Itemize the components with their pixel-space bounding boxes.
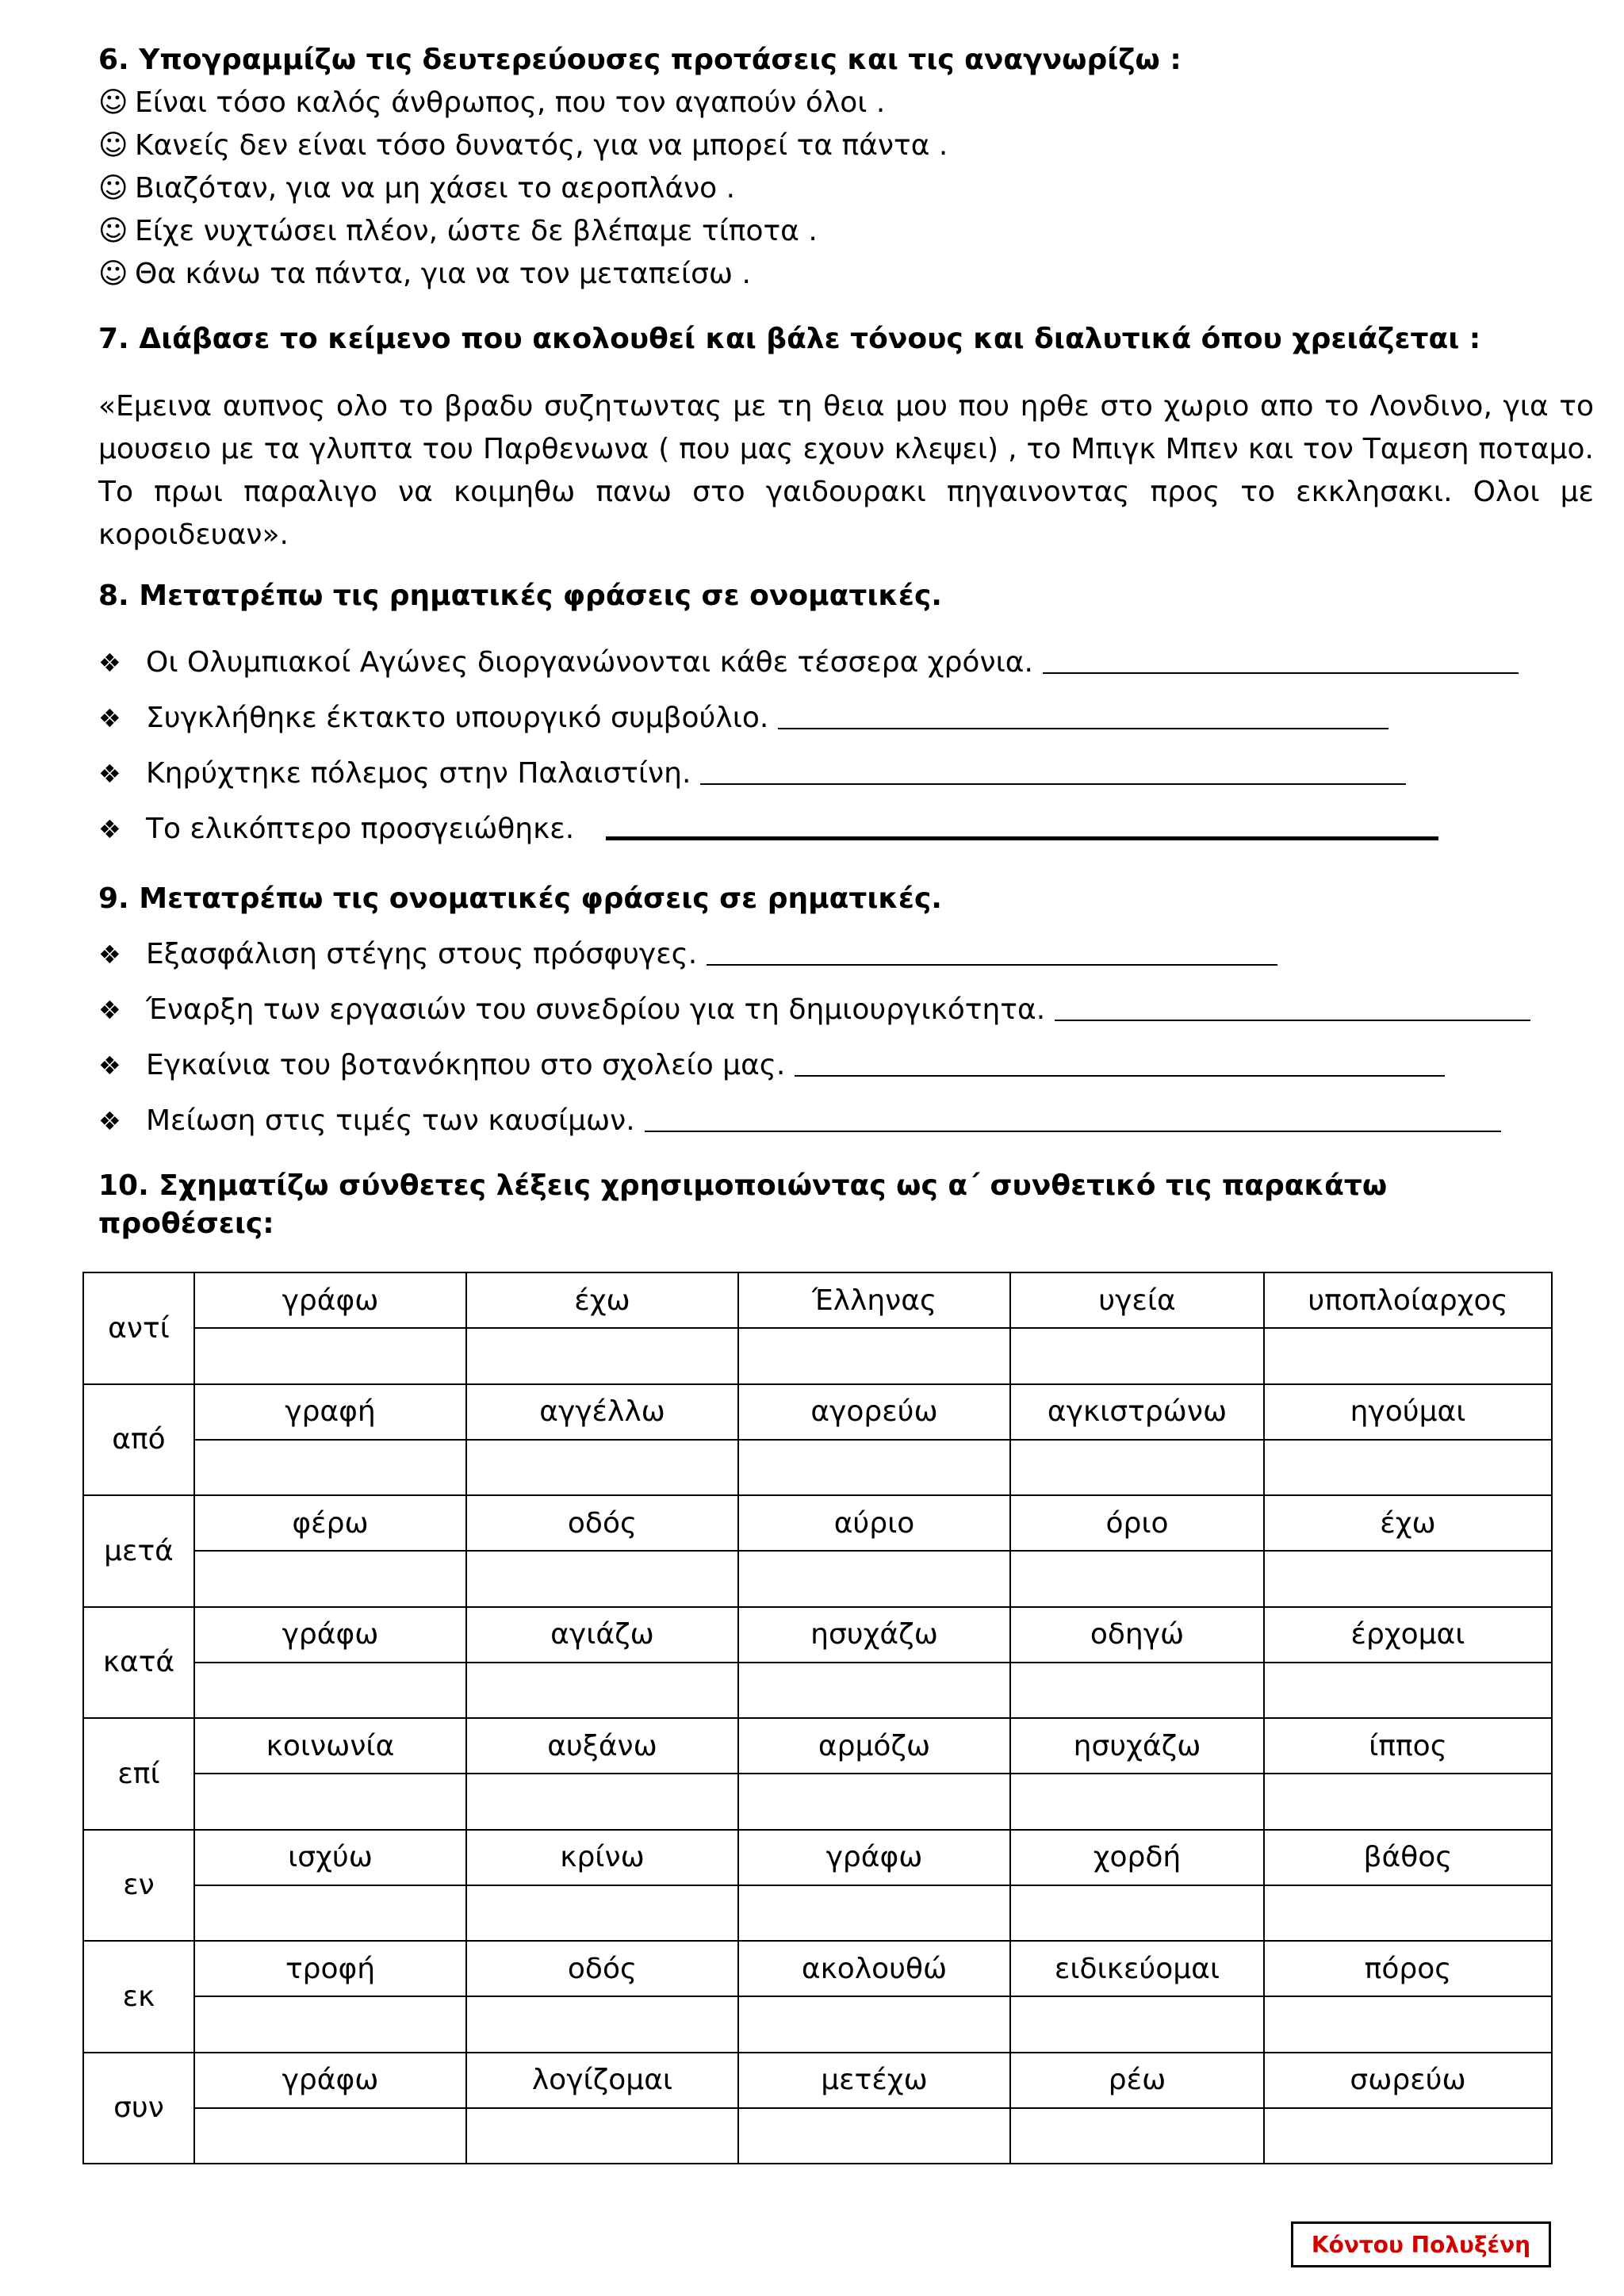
word-cell: ειδικεύομαι	[1010, 1941, 1264, 1996]
smiley-icon: ☺	[98, 215, 128, 247]
answer-cell[interactable]	[1264, 1328, 1552, 1383]
answer-cell[interactable]	[738, 1328, 1010, 1383]
answer-cell[interactable]	[1010, 1328, 1264, 1383]
word-cell: γραφή	[194, 1384, 466, 1440]
compound-words-table	[82, 1272, 1553, 2164]
answer-cell[interactable]	[1010, 1551, 1264, 1606]
answer-line[interactable]	[645, 1131, 1501, 1132]
word-cell: ηγούμαι	[1264, 1384, 1552, 1440]
answer-cell[interactable]	[466, 1774, 738, 1829]
answer-cell[interactable]	[1010, 1663, 1264, 1718]
exercise-9-item-text: Έναρξη των εργασιών του συνεδρίου για τη δημιουργικότητα.	[146, 993, 1046, 1026]
answer-line[interactable]	[1043, 672, 1519, 674]
answer-cell[interactable]	[194, 1774, 466, 1829]
answer-line[interactable]	[778, 728, 1388, 729]
answer-cell[interactable]	[194, 1885, 466, 1941]
answer-row	[83, 1663, 1552, 1718]
answer-cell[interactable]	[1010, 1996, 1264, 2052]
exercise-8-item	[98, 810, 1438, 848]
answer-cell[interactable]	[194, 1996, 466, 2052]
prefix-cell: συν	[83, 2053, 194, 2164]
answer-cell[interactable]	[466, 2108, 738, 2164]
exercise-8-item-text: Κηρύχτηκε πόλεμος στην Παλαιστίνη.	[146, 757, 691, 790]
word-cell: αύριο	[738, 1495, 1010, 1551]
exercise-6-title: 6. Υπογραμμίζω τις δευτερεύουσες προτάσεις και τις αναγνωρίζω :	[98, 44, 1182, 76]
answer-row	[83, 1774, 1552, 1829]
diamond-bullet-icon: ❖	[98, 759, 121, 789]
exercise-9-item	[98, 1102, 1501, 1140]
word-cell: ίππος	[1264, 1718, 1552, 1774]
prefix-cell: αντί	[83, 1272, 194, 1384]
word-cell: φέρω	[194, 1495, 466, 1551]
diamond-bullet-icon: ❖	[98, 648, 121, 678]
answer-line[interactable]	[606, 836, 1438, 840]
answer-cell[interactable]	[466, 1663, 738, 1718]
exercise-6-item	[98, 212, 818, 251]
word-cell: γράφω	[194, 1607, 466, 1663]
diamond-bullet-icon: ❖	[98, 995, 121, 1025]
table-row	[83, 1607, 1552, 1663]
smiley-icon: ☺	[98, 258, 128, 290]
answer-cell[interactable]	[1264, 1663, 1552, 1718]
word-cell: ρέω	[1010, 2053, 1264, 2108]
word-cell: χορδή	[1010, 1830, 1264, 1885]
answer-row	[83, 2108, 1552, 2164]
exercise-9-item-text: Εγκαίνια του βοτανόκηπου στο σχολείο μας.	[146, 1049, 786, 1081]
answer-cell[interactable]	[466, 1551, 738, 1606]
answer-cell[interactable]	[1010, 2108, 1264, 2164]
word-cell: αγορεύω	[738, 1384, 1010, 1440]
word-cell: ησυχάζω	[1010, 1718, 1264, 1774]
answer-cell[interactable]	[1010, 1774, 1264, 1829]
diamond-bullet-icon: ❖	[98, 1050, 121, 1081]
word-cell: υποπλοίαρχος	[1264, 1272, 1552, 1328]
word-cell: ησυχάζω	[738, 1607, 1010, 1663]
word-cell: λογίζομαι	[466, 2053, 738, 2108]
answer-cell[interactable]	[1010, 1440, 1264, 1495]
word-cell: πόρος	[1264, 1941, 1552, 1996]
word-cell: κρίνω	[466, 1830, 738, 1885]
answer-cell[interactable]	[194, 1663, 466, 1718]
exercise-9-item	[98, 1047, 1445, 1085]
answer-cell[interactable]	[1010, 1885, 1264, 1941]
answer-cell[interactable]	[194, 2108, 466, 2164]
word-cell: αγιάζω	[466, 1607, 738, 1663]
exercise-7-title: 7. Διάβασε το κείμενο που ακολουθεί και βάλε τόνους και διαλυτικά όπου χρειάζεται :	[98, 323, 1481, 355]
answer-cell[interactable]	[466, 1885, 738, 1941]
prefix-cell: μετά	[83, 1495, 194, 1607]
exercise-8-item	[98, 644, 1519, 682]
word-cell: αγγέλλω	[466, 1384, 738, 1440]
exercise-10-title-line-2: προθέσεις:	[98, 1207, 274, 1240]
exercise-7-text: «Εμεινα αυπνος ολο το βραδυ συζητωντας με τη θεια μου που ηρθε στο χωριο απο το Λονδινο, για το μουσειο με τα γλυπτα του Παρθενωνα ( που μας εχουν κλεψει) , το Μπιγκ Μπεν και τον Ταμεση ποταμο. Το πρωι παραλιγο να κοιμηθω πανω στο γαιδουρακι πηγαινοντας προς το εκκλησακι. Ολοι με κοροιδευαν».	[98, 390, 1594, 551]
answer-cell[interactable]	[1264, 1440, 1552, 1495]
word-cell: οδός	[466, 1941, 738, 1996]
exercise-6-item	[98, 255, 751, 293]
answer-row	[83, 1551, 1552, 1606]
smiley-icon: ☺	[98, 86, 128, 119]
exercise-8-item	[98, 699, 1388, 737]
exercise-8-item-text: Συγκλήθηκε έκτακτο υπουργικό συμβούλιο.	[146, 702, 769, 734]
answer-cell[interactable]	[738, 1774, 1010, 1829]
author-signature: Κόντου Πολυξένη	[1291, 2221, 1551, 2267]
word-cell: γράφω	[194, 2053, 466, 2108]
table-row	[83, 1272, 1552, 1328]
prefix-cell: εκ	[83, 1941, 194, 2053]
word-cell: οδηγώ	[1010, 1607, 1264, 1663]
exercise-6-item	[98, 127, 948, 165]
table-row	[83, 1941, 1552, 1996]
answer-line[interactable]	[795, 1075, 1445, 1077]
answer-row	[83, 1328, 1552, 1383]
answer-line[interactable]	[700, 783, 1406, 785]
exercise-10-title	[98, 1167, 1387, 1243]
exercise-9-title: 9. Μετατρέπω τις ονοματικές φράσεις σε ρηματικές.	[98, 882, 942, 915]
word-cell: κοινωνία	[194, 1718, 466, 1774]
word-cell: τροφή	[194, 1941, 466, 1996]
word-cell: έχω	[466, 1272, 738, 1328]
table-row	[83, 1830, 1552, 1885]
prefix-cell: κατά	[83, 1607, 194, 1719]
exercise-10-title-line-1: 10. Σχηματίζω σύνθετες λέξεις χρησιμοποιώντας ως α΄ συνθετικό τις παρακάτω	[98, 1169, 1388, 1202]
answer-cell[interactable]	[466, 1328, 738, 1383]
smiley-icon: ☺	[98, 172, 128, 205]
smiley-icon: ☺	[98, 129, 128, 162]
prefix-cell: εν	[83, 1830, 194, 1942]
exercise-6-item-text: Είχε νυχτώσει πλέον, ώστε δε βλέπαμε τίποτα .	[135, 215, 818, 247]
exercise-6-item-text: Κανείς δεν είναι τόσο δυνατός, για να μπορεί τα πάντα .	[135, 129, 948, 162]
word-cell: υγεία	[1010, 1272, 1264, 1328]
word-cell: ισχύω	[194, 1830, 466, 1885]
answer-cell[interactable]	[194, 1328, 466, 1383]
word-cell: όριο	[1010, 1495, 1264, 1551]
exercise-9-item-text: Μείωση στις τιμές των καυσίμων.	[146, 1104, 635, 1137]
word-cell: βάθος	[1264, 1830, 1552, 1885]
answer-row	[83, 1440, 1552, 1495]
answer-cell[interactable]	[194, 1551, 466, 1606]
answer-cell[interactable]	[738, 1996, 1010, 2052]
word-cell: ακολουθώ	[738, 1941, 1010, 1996]
answer-cell[interactable]	[466, 1996, 738, 2052]
table-row	[83, 1718, 1552, 1774]
diamond-bullet-icon: ❖	[98, 939, 121, 970]
word-cell: Έλληνας	[738, 1272, 1010, 1328]
diamond-bullet-icon: ❖	[98, 814, 121, 844]
answer-cell[interactable]	[1264, 1774, 1552, 1829]
answer-line[interactable]	[707, 964, 1277, 966]
diamond-bullet-icon: ❖	[98, 703, 121, 733]
diamond-bullet-icon: ❖	[98, 1106, 121, 1136]
word-cell: μετέχω	[738, 2053, 1010, 2108]
table-row	[83, 1384, 1552, 1440]
word-cell: αγκιστρώνω	[1010, 1384, 1264, 1440]
exercise-6-item-text: Βιαζόταν, για να μη χάσει το αεροπλάνο .	[135, 172, 736, 205]
answer-cell[interactable]	[1264, 2108, 1552, 2164]
answer-row	[83, 1885, 1552, 1941]
answer-cell[interactable]	[1264, 1551, 1552, 1606]
answer-cell[interactable]	[466, 1440, 738, 1495]
word-cell: αυξάνω	[466, 1718, 738, 1774]
answer-line[interactable]	[1055, 1020, 1530, 1021]
exercise-6-item	[98, 84, 885, 122]
table-row	[83, 1495, 1552, 1551]
exercise-8-title: 8. Μετατρέπω τις ρηματικές φράσεις σε ονοματικές.	[98, 580, 942, 612]
answer-cell[interactable]	[1264, 1885, 1552, 1941]
exercise-9-item	[98, 936, 1277, 974]
exercise-8-item-text: Το ελικόπτερο προσγειώθηκε.	[146, 813, 575, 845]
answer-cell[interactable]	[738, 1885, 1010, 1941]
answer-cell[interactable]	[738, 2108, 1010, 2164]
exercise-6-item-text: Είναι τόσο καλός άνθρωπος, που τον αγαπούν όλοι .	[135, 86, 886, 119]
exercise-8-item	[98, 755, 1406, 793]
table-row	[83, 2053, 1552, 2108]
word-cell: οδός	[466, 1495, 738, 1551]
prefix-cell: επί	[83, 1718, 194, 1830]
answer-cell[interactable]	[194, 1440, 466, 1495]
answer-row	[83, 1996, 1552, 2052]
answer-cell[interactable]	[738, 1440, 1010, 1495]
word-cell: έρχομαι	[1264, 1607, 1552, 1663]
word-cell: γράφω	[194, 1272, 466, 1328]
exercise-8-item-text: Οι Ολυμπιακοί Αγώνες διοργανώνονται κάθε τέσσερα χρόνια.	[146, 646, 1033, 679]
answer-cell[interactable]	[1264, 1996, 1552, 2052]
exercise-6-item	[98, 170, 735, 208]
answer-cell[interactable]	[738, 1551, 1010, 1606]
exercise-6-item-text: Θα κάνω τα πάντα, για να τον μεταπείσω .	[135, 258, 751, 290]
word-cell: αρμόζω	[738, 1718, 1010, 1774]
word-cell: γράφω	[738, 1830, 1010, 1885]
answer-cell[interactable]	[738, 1663, 1010, 1718]
word-cell: έχω	[1264, 1495, 1552, 1551]
prefix-cell: από	[83, 1384, 194, 1496]
exercise-9-item-text: Εξασφάλιση στέγης στους πρόσφυγες.	[146, 938, 698, 970]
word-cell: σωρεύω	[1264, 2053, 1552, 2108]
exercise-9-item	[98, 991, 1530, 1029]
